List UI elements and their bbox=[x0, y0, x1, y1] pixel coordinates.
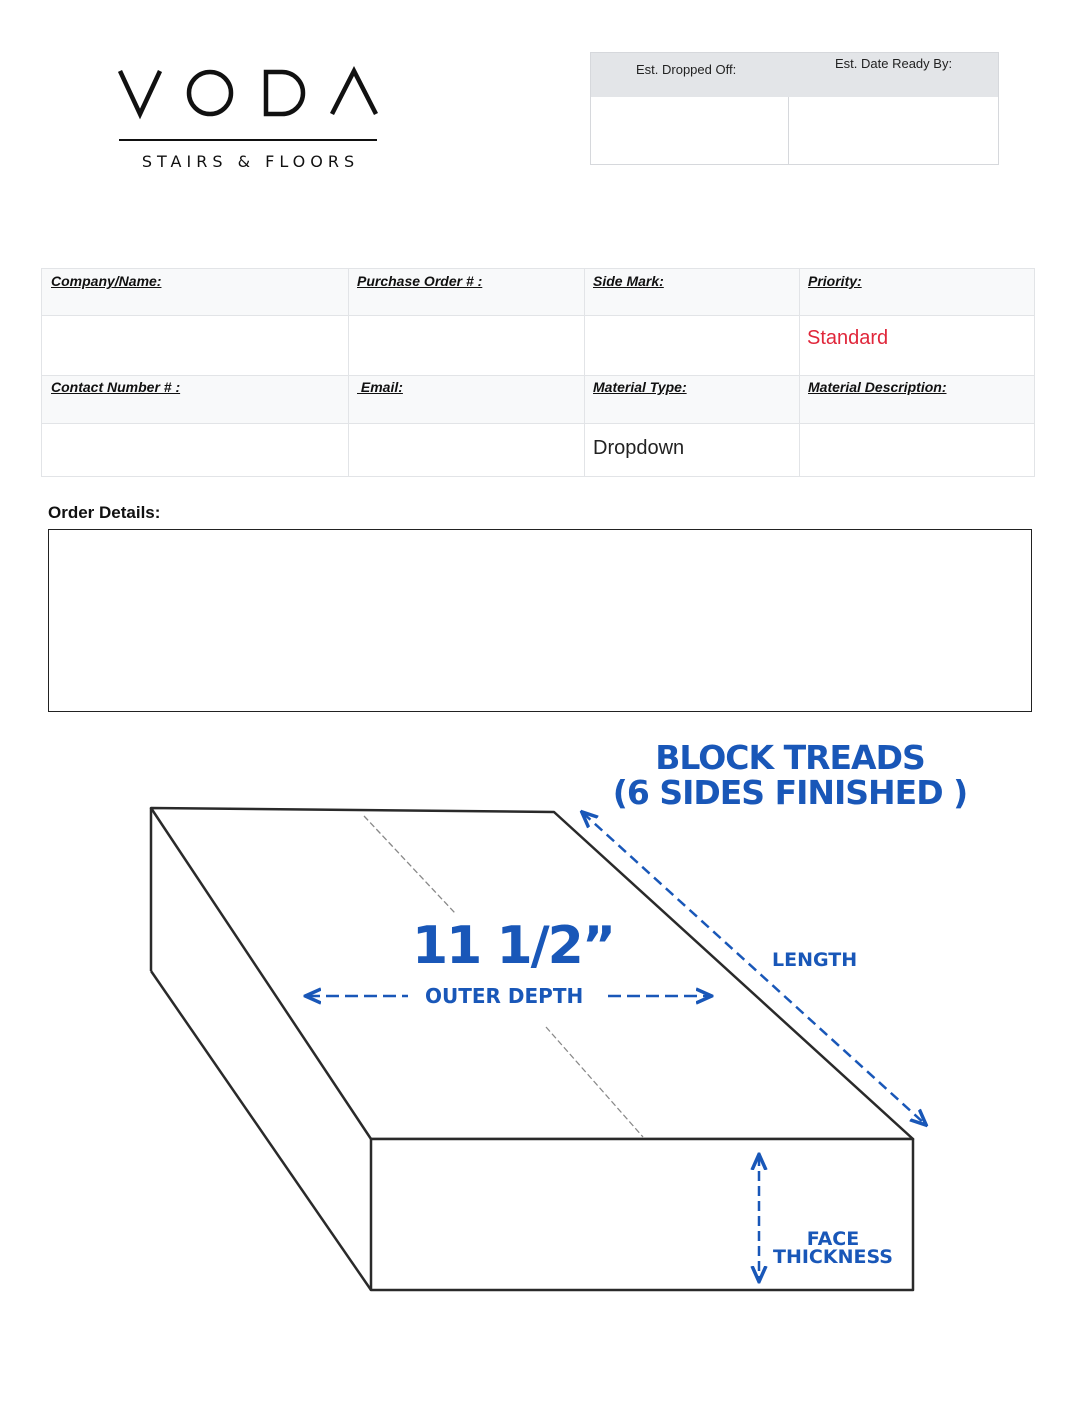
diagram-title-line-1: BLOCK TREADS bbox=[655, 738, 925, 777]
est-date-ready-label: Est. Date Ready By: bbox=[835, 56, 953, 71]
date-box bbox=[590, 52, 999, 165]
order-info-grid bbox=[41, 268, 1035, 477]
est-date-ready-field[interactable] bbox=[789, 97, 999, 165]
face-thickness-label bbox=[768, 1230, 898, 1266]
material-description-field[interactable] bbox=[800, 424, 1033, 475]
order-details-label: Order Details: bbox=[48, 503, 161, 522]
face-thickness-line-1: FACE bbox=[806, 1228, 860, 1250]
voda-wordmark-icon bbox=[118, 66, 378, 126]
priority-label: Priority: bbox=[808, 273, 862, 289]
company-name-label: Company/Name: bbox=[51, 273, 162, 289]
material-description-label: Material Description: bbox=[808, 379, 947, 395]
email-field[interactable] bbox=[349, 424, 583, 475]
order-details-textarea[interactable] bbox=[48, 529, 1032, 712]
email-label: Email: bbox=[357, 379, 403, 395]
outer-depth-label: OUTER DEPTH bbox=[425, 984, 584, 1008]
est-dropped-off-label: Est. Dropped Off: bbox=[636, 62, 737, 77]
tread-block-outline bbox=[151, 808, 913, 1290]
block-tread-diagram bbox=[0, 720, 1088, 1340]
company-name-field[interactable] bbox=[43, 316, 347, 374]
side-mark-label: Side Mark: bbox=[593, 273, 664, 289]
length-label: LENGTH bbox=[772, 949, 858, 971]
logo-divider bbox=[119, 139, 377, 141]
diagram-title-line-2: (6 SIDES FINISHED ) bbox=[612, 773, 968, 812]
voda-logo bbox=[118, 66, 378, 176]
material-type-select[interactable]: Dropdown bbox=[593, 437, 685, 459]
purchase-order-label: Purchase Order # : bbox=[357, 273, 483, 289]
block-tread-drawing bbox=[0, 720, 1088, 1340]
face-thickness-line-2: THICKNESS bbox=[773, 1246, 893, 1268]
label-row-1 bbox=[42, 269, 1034, 315]
priority-select[interactable]: Standard bbox=[807, 327, 889, 349]
material-type-label: Material Type: bbox=[593, 379, 687, 395]
outer-depth-value: 11 1/2” bbox=[412, 916, 614, 976]
est-dropped-off-field[interactable] bbox=[591, 97, 788, 165]
date-box-header bbox=[591, 53, 998, 97]
purchase-order-field[interactable] bbox=[349, 316, 583, 374]
contact-number-field[interactable] bbox=[43, 424, 347, 475]
side-mark-field[interactable] bbox=[585, 316, 798, 374]
contact-number-label: Contact Number # : bbox=[51, 379, 181, 395]
logo-subtitle: STAIRS & FLOORS bbox=[141, 152, 360, 171]
